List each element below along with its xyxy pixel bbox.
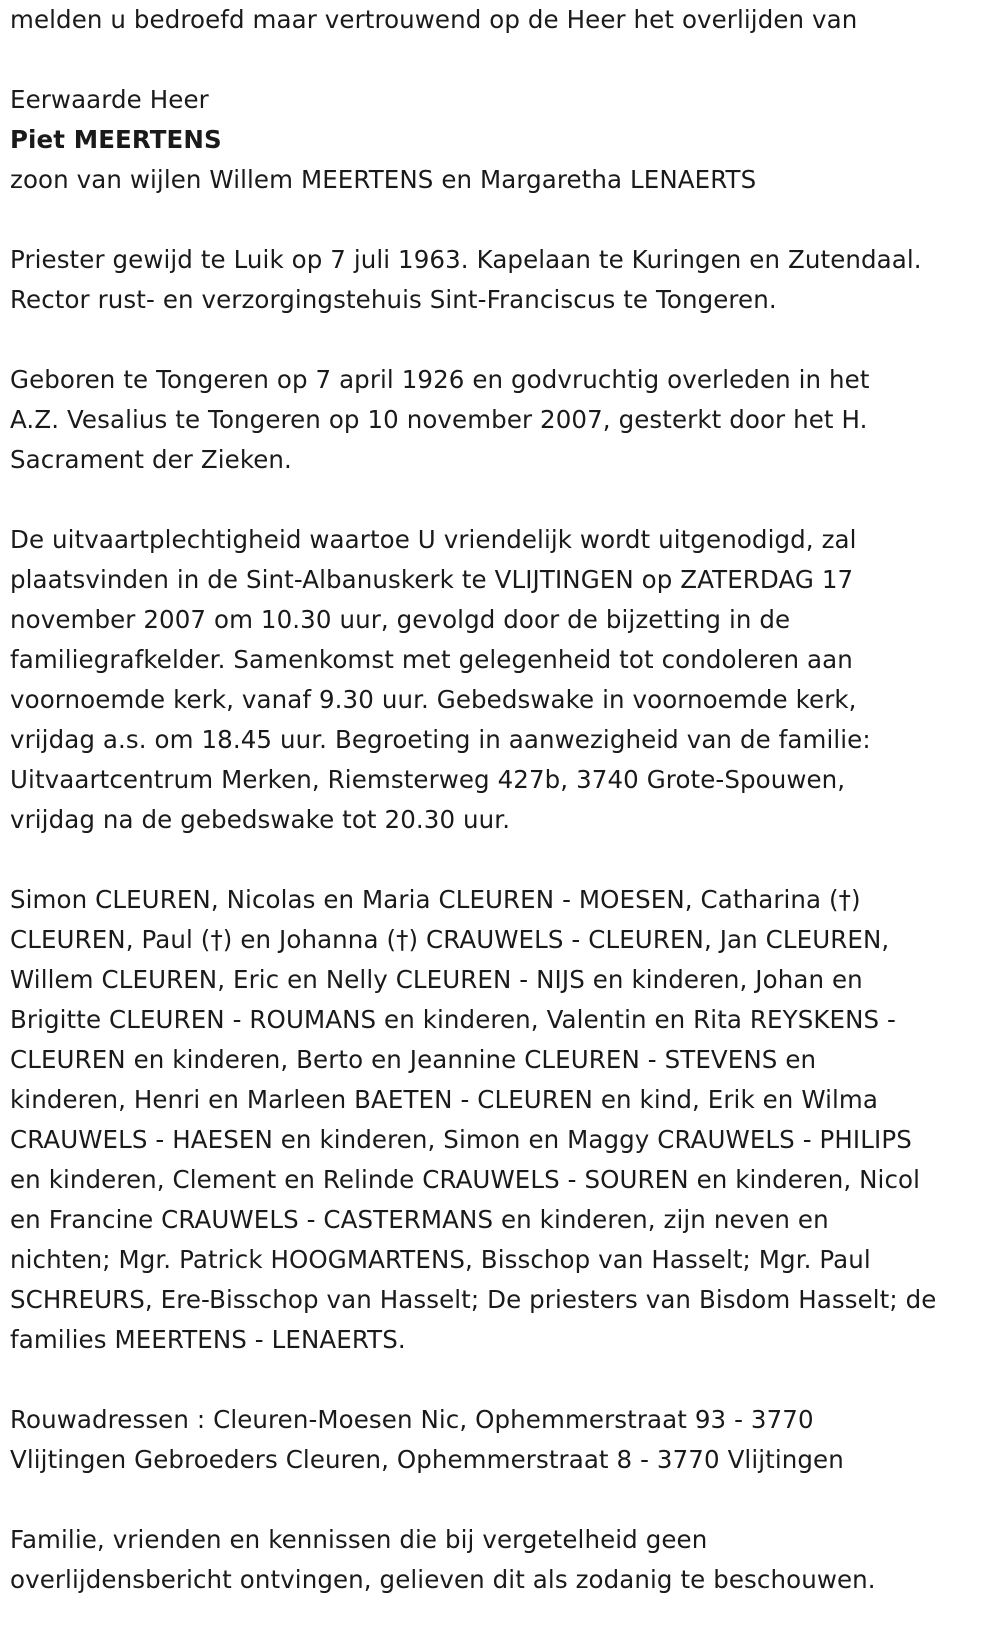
birth-death-paragraph — [10, 360, 994, 480]
paragraph-line: kinderen, Henri en Marleen BAETEN - CLEUREN en kind, Erik en Wilma — [10, 1085, 878, 1114]
paragraph-line: voornoemde kerk, vanaf 9.30 uur. Gebedswake in voornoemde kerk, — [10, 685, 857, 714]
paragraph-line: Brigitte CLEUREN - ROUMANS en kinderen, Valentin en Rita REYSKENS - — [10, 1005, 896, 1034]
paragraph-line: Simon CLEUREN, Nicolas en Maria CLEUREN - MOESEN, Catharina (†) — [10, 885, 861, 914]
obituary-document — [10, 0, 994, 1600]
spacer — [10, 200, 994, 240]
paragraph-line: Rouwadressen : Cleuren-Moesen Nic, Ophemmerstraat 93 - 3770 — [10, 1405, 814, 1434]
paragraph-line: Priester gewijd te Luik op 7 juli 1963. Kapelaan te Kuringen en Zutendaal. — [10, 245, 922, 274]
spacer — [10, 840, 994, 880]
spacer — [10, 1360, 994, 1400]
paragraph-line: CLEUREN en kinderen, Berto en Jeannine CLEUREN - STEVENS en — [10, 1045, 817, 1074]
paragraph-line: families MEERTENS - LENAERTS. — [10, 1325, 406, 1354]
paragraph-line: vrijdag na de gebedswake tot 20.30 uur. — [10, 805, 511, 834]
paragraph-line: SCHREURS, Ere-Bisschop van Hasselt; De priesters van Bisdom Hasselt; de — [10, 1285, 937, 1314]
paragraph-line: CRAUWELS - HAESEN en kinderen, Simon en Maggy CRAUWELS - PHILIPS — [10, 1125, 912, 1154]
spacer — [10, 40, 994, 80]
paragraph-line: en Francine CRAUWELS - CASTERMANS en kinderen, zijn neven en — [10, 1205, 829, 1234]
paragraph-line: november 2007 om 10.30 uur, gevolgd door de bijzetting in de — [10, 605, 791, 634]
paragraph-line: overlijdensbericht ontvingen, gelieven dit als zodanig te beschouwen. — [10, 1565, 876, 1594]
paragraph-line: plaatsvinden in de Sint-Albanuskerk te VLIJTINGEN op ZATERDAG 17 — [10, 565, 854, 594]
deceased-parents: zoon van wijlen Willem MEERTENS en Margaretha LENAERTS — [10, 165, 757, 194]
spacer — [10, 320, 994, 360]
career-paragraph — [10, 240, 994, 320]
paragraph-line: Willem CLEUREN, Eric en Nelly CLEUREN - NIJS en kinderen, Johan en — [10, 965, 863, 994]
paragraph-line: Rector rust- en verzorgingstehuis Sint-Franciscus te Tongeren. — [10, 285, 777, 314]
family-paragraph — [10, 880, 994, 1360]
paragraph-line: familiegrafkelder. Samenkomst met gelegenheid tot condoleren aan — [10, 645, 853, 674]
paragraph-line: CLEUREN, Paul (†) en Johanna (†) CRAUWELS - CLEUREN, Jan CLEUREN, — [10, 925, 890, 954]
deceased-name: Piet MEERTENS — [10, 125, 222, 154]
paragraph-line: Uitvaartcentrum Merken, Riemsterweg 427b, 3740 Grote-Spouwen, — [10, 765, 846, 794]
funeral-paragraph — [10, 520, 994, 840]
paragraph-line: Vlijtingen Gebroeders Cleuren, Ophemmerstraat 8 - 3770 Vlijtingen — [10, 1445, 844, 1474]
closing-paragraph — [10, 1520, 994, 1600]
paragraph-line: A.Z. Vesalius te Tongeren op 10 november 2007, gesterkt door het H. — [10, 405, 868, 434]
paragraph-line: en kinderen, Clement en Relinde CRAUWELS - SOUREN en kinderen, Nicol — [10, 1165, 921, 1194]
paragraph-line: Sacrament der Zieken. — [10, 445, 292, 474]
announcement-line: melden u bedroefd maar vertrouwend op de Heer het overlijden van — [10, 5, 858, 34]
paragraph-line: De uitvaartplechtigheid waartoe U vriendelijk wordt uitgenodigd, zal — [10, 525, 857, 554]
deceased-title: Eerwaarde Heer — [10, 85, 209, 114]
spacer — [10, 1480, 994, 1520]
addresses-paragraph — [10, 1400, 994, 1480]
paragraph-line: Geboren te Tongeren op 7 april 1926 en godvruchtig overleden in het — [10, 365, 870, 394]
paragraph-line: Familie, vrienden en kennissen die bij vergetelheid geen — [10, 1525, 708, 1554]
paragraph-line: nichten; Mgr. Patrick HOOGMARTENS, Bisschop van Hasselt; Mgr. Paul — [10, 1245, 871, 1274]
spacer — [10, 480, 994, 520]
paragraph-line: vrijdag a.s. om 18.45 uur. Begroeting in aanwezigheid van de familie: — [10, 725, 871, 754]
